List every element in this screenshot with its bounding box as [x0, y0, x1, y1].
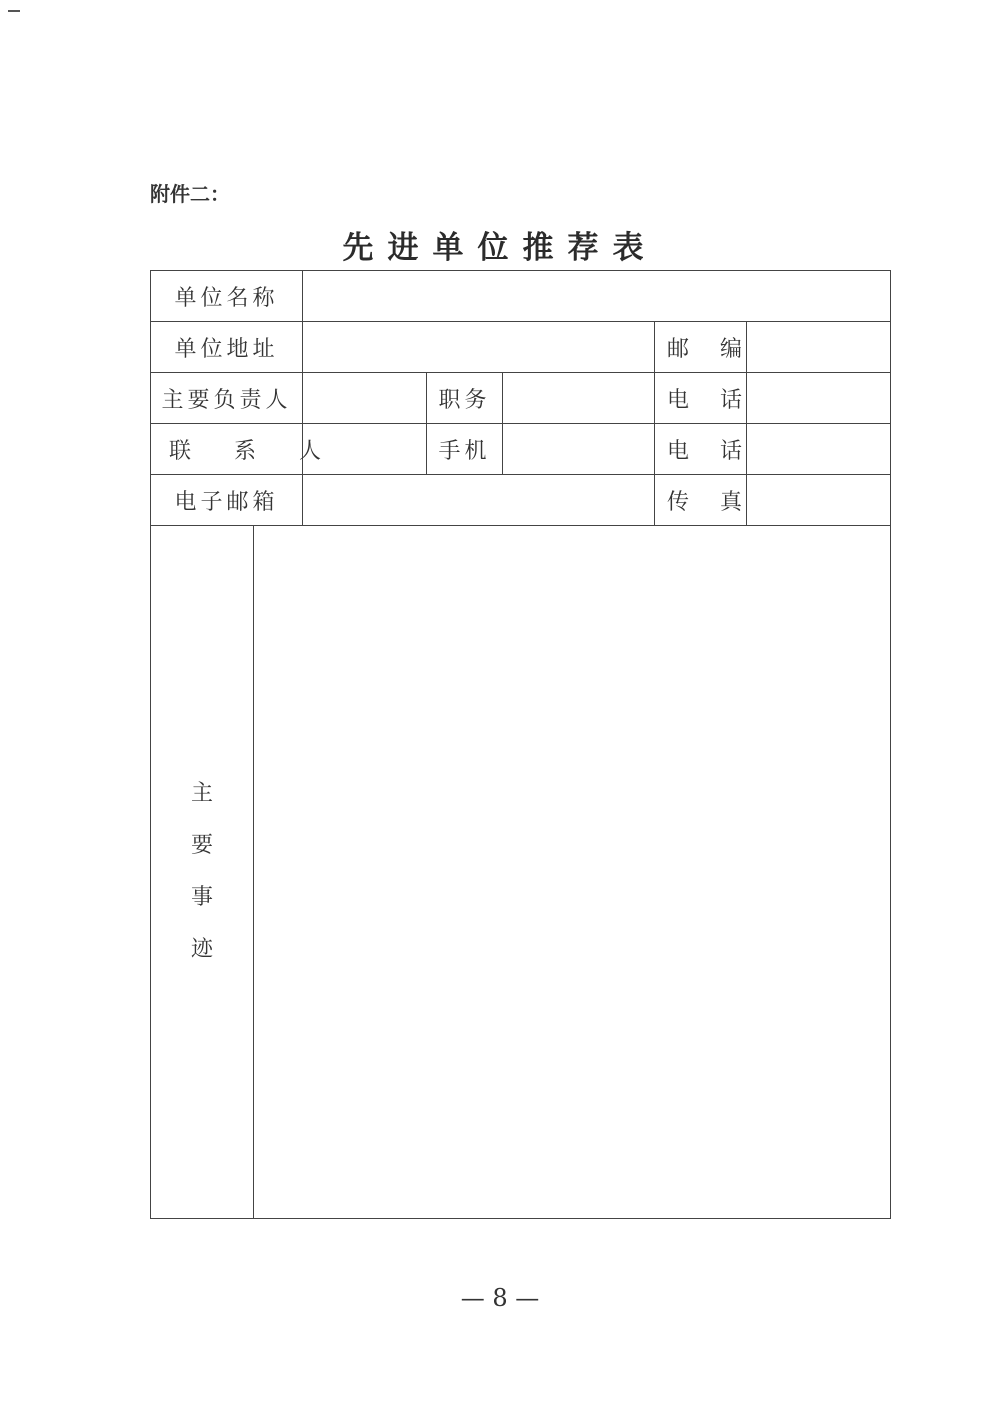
unit-name-label: 单位名称: [151, 271, 303, 322]
position-label: 职务: [427, 373, 503, 424]
contact-person-label: 联 系 人: [151, 424, 303, 475]
main-deeds-label-cell: [151, 526, 254, 1219]
unit-name-field[interactable]: [303, 271, 891, 322]
row-main-deeds: [151, 526, 891, 1219]
unit-address-field[interactable]: [303, 322, 655, 373]
corner-mark: [8, 10, 20, 12]
row-email: [151, 475, 891, 526]
row-unit-address: [151, 322, 891, 373]
mobile-field[interactable]: [503, 424, 655, 475]
phone-label-2: 电 话: [655, 424, 747, 475]
email-label: 电子邮箱: [151, 475, 303, 526]
main-deeds-field[interactable]: [254, 526, 891, 1219]
mobile-label: 手机: [427, 424, 503, 475]
attachment-label: 附件二：: [150, 182, 230, 206]
postcode-label: 邮 编: [655, 322, 747, 373]
phone-field-1[interactable]: [747, 373, 891, 424]
fax-field[interactable]: [747, 475, 891, 526]
principal-label: 主要负责人: [151, 373, 303, 424]
page-number: — 8 —: [460, 1284, 540, 1312]
row-principal: [151, 373, 891, 424]
fax-label: 传 真: [655, 475, 747, 526]
unit-address-label: 单位地址: [151, 322, 303, 373]
main-deeds-label: 主要事迹: [190, 781, 213, 962]
row-contact: [151, 424, 891, 475]
position-field[interactable]: [503, 373, 655, 424]
row-unit-name: [151, 271, 891, 322]
postcode-field[interactable]: [747, 322, 891, 373]
recommendation-form-table: [150, 270, 891, 1219]
phone-field-2[interactable]: [747, 424, 891, 475]
form-title: 先进单位推荐表: [342, 230, 658, 266]
principal-field[interactable]: [303, 373, 427, 424]
phone-label-1: 电 话: [655, 373, 747, 424]
email-field[interactable]: [303, 475, 655, 526]
